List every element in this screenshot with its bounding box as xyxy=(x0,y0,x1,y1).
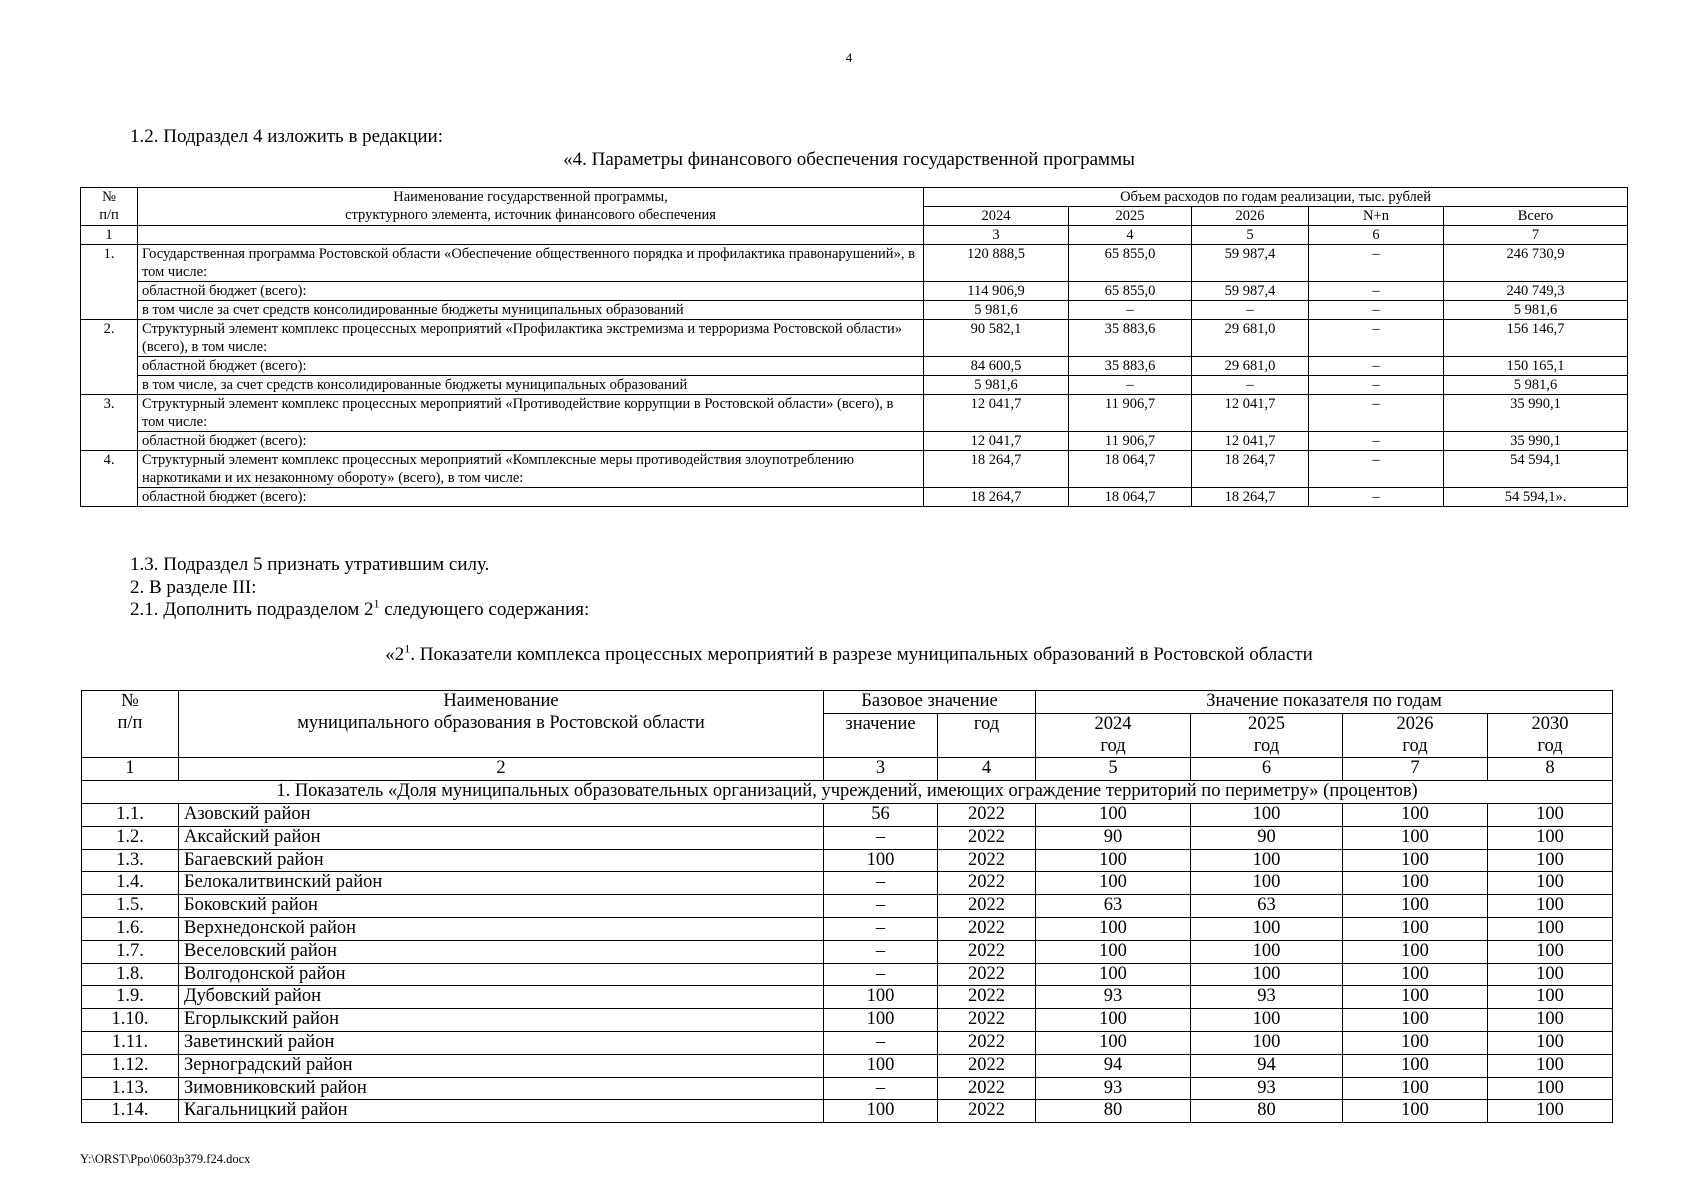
row-number-cell: 3. xyxy=(81,395,138,451)
header-year-cell xyxy=(1343,713,1488,758)
header-cell xyxy=(81,188,138,226)
row-value-cell: 100 xyxy=(1488,826,1613,849)
paragraph-1-3: 1.3. Подраздел 5 признать утратившим силу. xyxy=(130,554,490,575)
row-value-cell: 2022 xyxy=(938,849,1036,872)
row-number-cell: 4. xyxy=(81,451,138,507)
row-value-cell: 80 xyxy=(1036,1100,1191,1123)
row-value-cell: 100 xyxy=(1036,803,1191,826)
column-number-cell: 6 xyxy=(1191,758,1343,781)
row-value-cell: 12 041,7 xyxy=(924,432,1069,451)
row-value-cell: 18 264,7 xyxy=(924,488,1069,507)
row-value-cell: 11 906,7 xyxy=(1069,395,1192,432)
indicator-table-row xyxy=(82,872,1613,895)
row-value-cell: – xyxy=(1192,376,1309,395)
row-value-cell: 12 041,7 xyxy=(924,395,1069,432)
column-number-cell: 4 xyxy=(938,758,1036,781)
row-name-cell: областной бюджет (всего): xyxy=(138,432,924,451)
row-number-cell: 1.5. xyxy=(82,895,179,918)
column-number-cell: 7 xyxy=(1444,226,1628,245)
row-value-cell: 63 xyxy=(1036,895,1191,918)
financial-table-row xyxy=(81,432,1628,451)
row-value-cell: – xyxy=(824,1031,938,1054)
row-value-cell: 63 xyxy=(1191,895,1343,918)
header-year-value: 2030 xyxy=(1531,713,1569,734)
financial-table-row xyxy=(81,301,1628,320)
financial-table-row xyxy=(81,282,1628,301)
row-value-cell: 100 xyxy=(1036,1009,1191,1032)
row-value-cell: 59 987,4 xyxy=(1192,245,1309,282)
row-value-cell: 100 xyxy=(1191,940,1343,963)
row-value-cell: 2022 xyxy=(938,826,1036,849)
row-name-cell: Волгодонской район xyxy=(179,963,824,986)
row-name-cell: Боковский район xyxy=(179,895,824,918)
header-name-line-1: Наименование xyxy=(443,691,559,711)
row-value-cell: 2022 xyxy=(938,963,1036,986)
row-value-cell: 100 xyxy=(1488,849,1613,872)
column-number-cell: 7 xyxy=(1343,758,1488,781)
row-value-cell: 100 xyxy=(1343,1054,1488,1077)
financial-table xyxy=(80,187,1628,507)
row-value-cell: – xyxy=(824,917,938,940)
row-value-cell: – xyxy=(1309,245,1444,282)
column-number-cell: 1 xyxy=(81,226,138,245)
row-name-cell: Веселовский район xyxy=(179,940,824,963)
column-number-cell: 3 xyxy=(824,758,938,781)
row-value-cell: 90 xyxy=(1191,826,1343,849)
financial-table-row xyxy=(81,451,1628,488)
header-cell xyxy=(179,691,824,758)
row-value-cell: 100 xyxy=(1343,872,1488,895)
row-name-cell: Азовский район xyxy=(179,803,824,826)
row-value-cell: – xyxy=(1309,320,1444,357)
header-year-value: 2024 xyxy=(1094,713,1132,734)
row-value-cell: 100 xyxy=(1191,803,1343,826)
header-num-label: № xyxy=(102,189,116,205)
row-name-cell: Структурный элемент комплекс процессных мероприятий «Профилактика экстремизма и терроризма Ростовской области» (всего), в том числе: xyxy=(138,320,924,357)
row-value-cell: 2022 xyxy=(938,895,1036,918)
row-value-cell: 100 xyxy=(1191,1009,1343,1032)
row-value-cell: 90 582,1 xyxy=(924,320,1069,357)
header-group-cell: Значение показателя по годам xyxy=(1036,691,1613,714)
indicator-section-title: 1. Показатель «Доля муниципальных образовательных организаций, учреждений, имеющих ограждение территорий по периметру» (процентов) xyxy=(82,781,1613,804)
row-name-cell: Зерноградский район xyxy=(179,1054,824,1077)
row-name-cell: Егорлыкский район xyxy=(179,1009,824,1032)
row-value-cell: 100 xyxy=(1488,1100,1613,1123)
column-number-cell: 8 xyxy=(1488,758,1613,781)
paragraph-2-1-superscript: 1 xyxy=(373,596,380,611)
row-value-cell: 240 749,3 xyxy=(1444,282,1628,301)
row-name-cell: областной бюджет (всего): xyxy=(138,282,924,301)
financial-table-column-numbers-row xyxy=(81,226,1628,245)
indicator-table-row xyxy=(82,940,1613,963)
row-value-cell: 93 xyxy=(1191,986,1343,1009)
row-value-cell: 12 041,7 xyxy=(1192,432,1309,451)
row-value-cell: 35 883,6 xyxy=(1069,357,1192,376)
header-year-word: год xyxy=(1253,735,1280,756)
row-value-cell: 100 xyxy=(824,986,938,1009)
row-number-cell: 1.11. xyxy=(82,1031,179,1054)
row-value-cell: 59 987,4 xyxy=(1192,282,1309,301)
row-value-cell: 2022 xyxy=(938,940,1036,963)
row-name-cell: Аксайский район xyxy=(179,826,824,849)
row-value-cell: – xyxy=(1309,451,1444,488)
indicators-table-heading xyxy=(0,641,1698,666)
header-base-cell: Базовое значение xyxy=(824,691,1036,714)
row-value-cell: 100 xyxy=(1488,917,1613,940)
row-name-cell: Кагальницкий район xyxy=(179,1100,824,1123)
row-value-cell: 100 xyxy=(824,1054,938,1077)
row-value-cell: – xyxy=(1069,301,1192,320)
row-value-cell: 11 906,7 xyxy=(1069,432,1192,451)
row-name-cell: Белокалитвинский район xyxy=(179,872,824,895)
row-number-cell: 1.2. xyxy=(82,826,179,849)
column-number-cell: 6 xyxy=(1309,226,1444,245)
row-number-cell: 1.8. xyxy=(82,963,179,986)
row-value-cell: 2022 xyxy=(938,917,1036,940)
row-value-cell: 100 xyxy=(1343,1031,1488,1054)
row-number-cell: 1.7. xyxy=(82,940,179,963)
row-value-cell: 93 xyxy=(1191,1077,1343,1100)
column-number-cell: 1 xyxy=(82,758,179,781)
row-name-cell: Заветинский район xyxy=(179,1031,824,1054)
row-value-cell: 100 xyxy=(1488,963,1613,986)
row-value-cell: – xyxy=(1309,488,1444,507)
row-value-cell: 54 594,1». xyxy=(1444,488,1628,507)
row-value-cell: 56 xyxy=(824,803,938,826)
row-value-cell: 100 xyxy=(1488,940,1613,963)
row-number-cell: 1.12. xyxy=(82,1054,179,1077)
financial-table-row xyxy=(81,395,1628,432)
row-value-cell: 100 xyxy=(1488,803,1613,826)
header-year-value: 2025 xyxy=(1248,713,1286,734)
indicators-table xyxy=(81,690,1613,1123)
row-value-cell: 100 xyxy=(1343,1100,1488,1123)
row-value-cell: – xyxy=(1309,301,1444,320)
row-value-cell: 100 xyxy=(1191,963,1343,986)
column-number-cell: 2 xyxy=(179,758,824,781)
financial-table-row xyxy=(81,357,1628,376)
row-number-cell: 1.14. xyxy=(82,1100,179,1123)
indicator-table-row xyxy=(82,1100,1613,1123)
row-value-cell: 65 855,0 xyxy=(1069,282,1192,301)
row-value-cell: – xyxy=(1192,301,1309,320)
row-value-cell: 100 xyxy=(1488,1031,1613,1054)
row-value-cell: 90 xyxy=(1036,826,1191,849)
row-name-cell: в том числе за счет средств консолидированные бюджеты муниципальных образований xyxy=(138,301,924,320)
row-name-cell: Государственная программа Ростовской области «Обеспечение общественного порядка и профилактика правонарушений», в том числе: xyxy=(138,245,924,282)
page-number: 4 xyxy=(845,50,853,65)
row-name-cell: Верхнедонской район xyxy=(179,917,824,940)
column-number-cell: 5 xyxy=(1036,758,1191,781)
row-value-cell: 100 xyxy=(1191,872,1343,895)
row-value-cell: 18 064,7 xyxy=(1069,488,1192,507)
row-value-cell: 35 990,1 xyxy=(1444,395,1628,432)
row-value-cell: 2022 xyxy=(938,872,1036,895)
row-value-cell: 100 xyxy=(1343,1009,1488,1032)
row-value-cell: 100 xyxy=(1343,895,1488,918)
row-value-cell: 54 594,1 xyxy=(1444,451,1628,488)
row-value-cell: 100 xyxy=(1191,1031,1343,1054)
row-value-cell: 93 xyxy=(1036,1077,1191,1100)
row-value-cell: 246 730,9 xyxy=(1444,245,1628,282)
row-value-cell: 65 855,0 xyxy=(1069,245,1192,282)
row-name-cell: Структурный элемент комплекс процессных мероприятий «Противодействие коррупции в Ростовской области» (всего), в том числе: xyxy=(138,395,924,432)
row-value-cell: 84 600,5 xyxy=(924,357,1069,376)
paragraph-2-1-text-after: следующего содержания: xyxy=(379,599,590,620)
header-cell xyxy=(138,188,924,226)
financial-table-row xyxy=(81,376,1628,395)
header-year-value: 2026 xyxy=(1396,713,1434,734)
row-value-cell: 156 146,7 xyxy=(1444,320,1628,357)
column-number-cell: 4 xyxy=(1069,226,1192,245)
column-number-cell: 5 xyxy=(1192,226,1309,245)
indicators-column-numbers-row xyxy=(82,758,1613,781)
header-year-word: год xyxy=(1402,735,1428,756)
row-name-cell: Дубовский район xyxy=(179,986,824,1009)
row-value-cell: 100 xyxy=(1488,1054,1613,1077)
header-year-cell: N+n xyxy=(1309,207,1444,226)
row-value-cell: – xyxy=(824,826,938,849)
paragraph-2-1-text: 2.1. Дополнить подразделом 2 xyxy=(130,599,374,620)
row-value-cell: 100 xyxy=(1488,895,1613,918)
row-value-cell: 100 xyxy=(1036,917,1191,940)
row-value-cell: 100 xyxy=(1343,803,1488,826)
row-value-cell: 100 xyxy=(1343,826,1488,849)
row-value-cell: 80 xyxy=(1191,1100,1343,1123)
indicator-table-row xyxy=(82,986,1613,1009)
row-name-cell: областной бюджет (всего): xyxy=(138,357,924,376)
paragraph-2: 2. В разделе III: xyxy=(130,577,257,598)
header-name-line-2: структурного элемента, источник финансового обеспечения xyxy=(345,207,716,223)
financial-table-heading: «4. Параметры финансового обеспечения государственной программы xyxy=(563,149,1135,170)
row-value-cell: 100 xyxy=(824,1100,938,1123)
indicator-table-row xyxy=(82,1009,1613,1032)
row-value-cell: – xyxy=(1309,357,1444,376)
column-number-cell xyxy=(138,226,924,245)
header-num-label-2: п/п xyxy=(99,207,119,223)
header-year-cell xyxy=(1036,713,1191,758)
header-base-value-cell: значение xyxy=(824,713,938,758)
row-value-cell: 2022 xyxy=(938,1077,1036,1100)
row-number-cell: 1. xyxy=(81,245,138,320)
row-value-cell: 100 xyxy=(1488,1009,1613,1032)
row-value-cell: 100 xyxy=(1343,986,1488,1009)
indicator-table-row xyxy=(82,826,1613,849)
row-value-cell: – xyxy=(824,872,938,895)
indicator-table-row xyxy=(82,803,1613,826)
file-path-footer: Y:\ORST\Ppo\0603p379.f24.docx xyxy=(80,1152,251,1166)
header-year-cell: 2025 xyxy=(1069,207,1192,226)
indicator-section-row xyxy=(82,781,1613,804)
row-value-cell: 100 xyxy=(1343,849,1488,872)
column-number-cell: 3 xyxy=(924,226,1069,245)
row-value-cell: 2022 xyxy=(938,1100,1036,1123)
row-value-cell: 29 681,0 xyxy=(1192,357,1309,376)
row-value-cell: 12 041,7 xyxy=(1192,395,1309,432)
header-year-cell: 2024 xyxy=(924,207,1069,226)
header-year-cell xyxy=(1488,713,1613,758)
row-value-cell: 93 xyxy=(1036,986,1191,1009)
row-number-cell: 1.1. xyxy=(82,803,179,826)
row-value-cell: 5 981,6 xyxy=(1444,376,1628,395)
row-number-cell: 1.9. xyxy=(82,986,179,1009)
indicator-table-row xyxy=(82,917,1613,940)
indicators-heading-superscript: 1 xyxy=(404,641,411,656)
row-number-cell: 1.6. xyxy=(82,917,179,940)
row-value-cell: 100 xyxy=(1343,940,1488,963)
row-value-cell: 100 xyxy=(1343,1077,1488,1100)
row-value-cell: 2022 xyxy=(938,1031,1036,1054)
row-name-cell: в том числе, за счет средств консолидированные бюджеты муниципальных образований xyxy=(138,376,924,395)
indicator-table-row xyxy=(82,849,1613,872)
header-base-year-cell: год xyxy=(938,713,1036,758)
row-value-cell: 100 xyxy=(824,849,938,872)
header-name-line-2: муниципального образования в Ростовской области xyxy=(297,712,705,733)
financial-table-row xyxy=(81,245,1628,282)
row-value-cell: 100 xyxy=(1036,1031,1191,1054)
row-value-cell: 94 xyxy=(1036,1054,1191,1077)
row-value-cell: – xyxy=(824,963,938,986)
indicator-table-row xyxy=(82,1031,1613,1054)
row-value-cell: 2022 xyxy=(938,1009,1036,1032)
header-year-cell xyxy=(1191,713,1343,758)
row-value-cell: 2022 xyxy=(938,803,1036,826)
financial-table-header-row xyxy=(81,188,1628,207)
row-value-cell: 35 990,1 xyxy=(1444,432,1628,451)
row-value-cell: 29 681,0 xyxy=(1192,320,1309,357)
indicator-table-row xyxy=(82,895,1613,918)
header-year-cell: 2026 xyxy=(1192,207,1309,226)
header-num-label: № xyxy=(121,691,139,711)
row-number-cell: 1.13. xyxy=(82,1077,179,1100)
row-value-cell: 100 xyxy=(1488,986,1613,1009)
indicator-table-row xyxy=(82,963,1613,986)
row-value-cell: – xyxy=(824,895,938,918)
financial-table-row xyxy=(81,488,1628,507)
row-value-cell: 100 xyxy=(1488,872,1613,895)
indicator-table-row xyxy=(82,1077,1613,1100)
row-value-cell: 150 165,1 xyxy=(1444,357,1628,376)
row-value-cell: 100 xyxy=(824,1009,938,1032)
row-value-cell: 100 xyxy=(1036,940,1191,963)
paragraph-2-1 xyxy=(130,596,590,621)
row-name-cell: Багаевский район xyxy=(179,849,824,872)
row-value-cell: 18 264,7 xyxy=(1192,451,1309,488)
header-group-cell: Объем расходов по годам реализации, тыс. рублей xyxy=(924,188,1628,207)
row-value-cell: – xyxy=(824,1077,938,1100)
header-num-label-2: п/п xyxy=(117,712,143,733)
row-value-cell: 2022 xyxy=(938,1054,1036,1077)
row-number-cell: 2. xyxy=(81,320,138,395)
row-number-cell: 1.10. xyxy=(82,1009,179,1032)
row-value-cell: 2022 xyxy=(938,986,1036,1009)
row-value-cell: 100 xyxy=(1036,963,1191,986)
row-value-cell: 100 xyxy=(1036,849,1191,872)
indicator-table-row xyxy=(82,1054,1613,1077)
header-year-word: год xyxy=(1100,735,1126,756)
row-name-cell: Структурный элемент комплекс процессных мероприятий «Комплексные меры противодействия злоупотреблению наркотиками и их незаконному обороту» (всего), в том числе: xyxy=(138,451,924,488)
row-value-cell: 100 xyxy=(1343,963,1488,986)
row-value-cell: 35 883,6 xyxy=(1069,320,1192,357)
row-value-cell: 100 xyxy=(1191,849,1343,872)
indicators-heading-text: . Показатели комплекса процессных мероприятий в разрезе муниципальных образований в Ростовской области xyxy=(410,644,1313,665)
row-value-cell: 100 xyxy=(1036,872,1191,895)
row-value-cell: 100 xyxy=(1343,917,1488,940)
row-value-cell: – xyxy=(1309,282,1444,301)
row-value-cell: 5 981,6 xyxy=(924,301,1069,320)
row-value-cell: 94 xyxy=(1191,1054,1343,1077)
header-year-cell: Всего xyxy=(1444,207,1628,226)
row-value-cell: 18 264,7 xyxy=(924,451,1069,488)
financial-table-row xyxy=(81,320,1628,357)
row-value-cell: 18 064,7 xyxy=(1069,451,1192,488)
row-name-cell: Зимовниковский район xyxy=(179,1077,824,1100)
header-year-word: год xyxy=(1537,735,1563,756)
row-value-cell: 5 981,6 xyxy=(1444,301,1628,320)
row-value-cell: – xyxy=(1069,376,1192,395)
row-value-cell: 18 264,7 xyxy=(1192,488,1309,507)
row-value-cell: – xyxy=(1309,376,1444,395)
row-value-cell: – xyxy=(1309,432,1444,451)
row-value-cell: – xyxy=(1309,395,1444,432)
row-number-cell: 1.3. xyxy=(82,849,179,872)
row-value-cell: – xyxy=(824,940,938,963)
row-value-cell: 5 981,6 xyxy=(924,376,1069,395)
row-value-cell: 114 906,9 xyxy=(924,282,1069,301)
indicators-header-row xyxy=(82,691,1613,714)
header-name-line-1: Наименование государственной программы, xyxy=(393,189,668,205)
indicators-heading-prefix: «2 xyxy=(385,644,405,665)
header-cell xyxy=(82,691,179,758)
paragraph-1-2: 1.2. Подраздел 4 изложить в редакции: xyxy=(130,126,443,147)
row-value-cell: 120 888,5 xyxy=(924,245,1069,282)
row-name-cell: областной бюджет (всего): xyxy=(138,488,924,507)
row-number-cell: 1.4. xyxy=(82,872,179,895)
row-value-cell: 100 xyxy=(1191,917,1343,940)
row-value-cell: 100 xyxy=(1488,1077,1613,1100)
